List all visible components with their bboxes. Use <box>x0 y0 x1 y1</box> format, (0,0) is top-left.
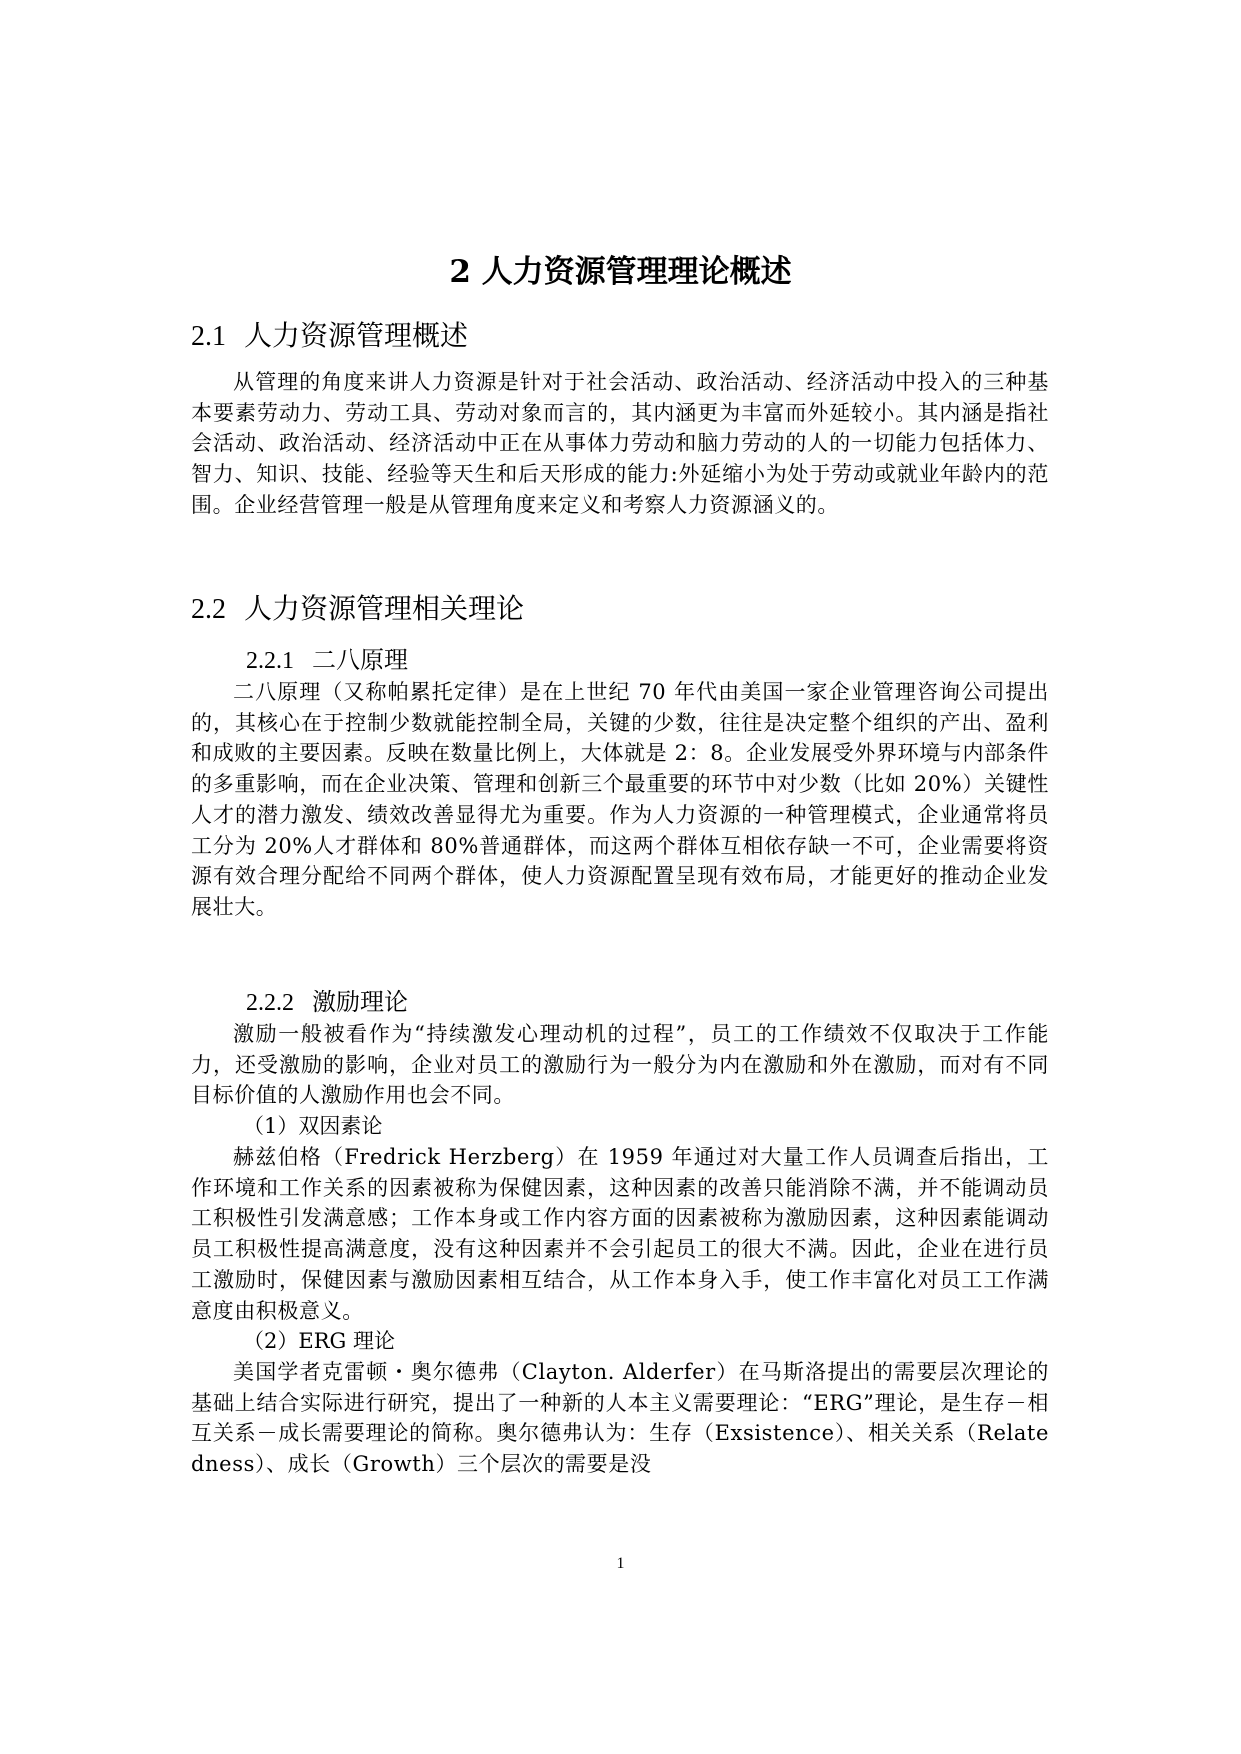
section-2-2-1-paragraph: 二八原理（又称帕累托定律）是在上世纪 70 年代由美国一家企业管理咨询公司提出的，其核心在于控制少数就能控制全局，关键的少数，往往是决定整个组织的产出、盈利和成败的主要因素。反映在数量比例上，大体就是 2：8。企业发展受外界环境与内部条件的多重影响，而在企业决策、管理和创新三个最重要的环节中对少数（比如 20%）关键性人才的潜力激发、绩效改善显得尤为重要。作为人力资源的一种管理模式，企业通常将员工分为 20%人才群体和 80%普通群体，而这两个群体互相依存缺一不可，企业需要将资源有效合理分配给不同两个群体，使人力资源配置呈现有效布局，才能更好的推动企业发展壮大。 <box>191 680 1049 919</box>
section-2-2-2-title: 激励理论 <box>312 988 408 1016</box>
item-1-label: （1）双因素论 <box>243 1114 383 1138</box>
item-2-label: （2）ERG 理论 <box>243 1329 395 1353</box>
section-2-1-number: 2.1 <box>191 321 226 352</box>
section-2-1-title: 人力资源管理概述 <box>244 319 469 352</box>
section-2-2-1-heading <box>246 643 408 678</box>
item-2-paragraph: 美国学者克雷顿・奥尔德弗（Clayton. Alderfer）在马斯洛提出的需要层次理论的基础上结合实际进行研究，提出了一种新的人本主义需要理论：“ERG”理论，是生存－相互关系－成长需要理论的简称。奥尔德弗认为：生存（Exsistence）、相关关系（Relatedness）、成长（Growth）三个层次的需要是没 <box>191 1360 1049 1477</box>
section-2-2-title: 人力资源管理相关理论 <box>244 592 525 625</box>
section-2-2-2-heading <box>246 985 408 1020</box>
section-2-1-paragraph: 从管理的角度来讲人力资源是针对于社会活动、政治活动、经济活动中投入的三种基本要素劳动力、劳动工具、劳动对象而言的，其内涵更为丰富而外延较小。其内涵是指社会活动、政治活动、经济活动中正在从事体力劳动和脑力劳动的人的一切能力包括体力、智力、知识、技能、经验等天生和后天形成的能力:外延缩小为处于劳动或就业年龄内的范围。企业经营管理一般是从管理角度来定义和考察人力资源涵义的。 <box>191 370 1049 517</box>
section-2-2-number: 2.2 <box>191 594 226 625</box>
page-number: 1 <box>616 1555 625 1572</box>
section-2-2-heading <box>191 589 524 630</box>
section-2-2-2-intro: 激励一般被看作为“持续激发心理动机的过程”，员工的工作绩效不仅取决于工作能力，还受激励的影响，企业对员工的激励行为一般分为内在激励和外在激励，而对有不同目标价值的人激励作用也会不同。 <box>191 1022 1049 1108</box>
chapter-title: 2 人力资源管理理论概述 <box>449 254 792 290</box>
section-2-2-1-number: 2.2.1 <box>246 648 294 674</box>
section-2-2-2-number: 2.2.2 <box>246 990 294 1016</box>
section-2-2-1-title: 二八原理 <box>312 646 408 674</box>
item-1-paragraph: 赫兹伯格（Fredrick Herzberg）在 1959 年通过对大量工作人员调查后指出，工作环境和工作关系的因素被称为保健因素，这种因素的改善只能消除不满，并不能调动员工积极性引发满意感；工作本身或工作内容方面的因素被称为激励因素，这种因素能调动员工积极性提高满意度，没有这种因素并不会引起员工的很大不满。因此，企业在进行员工激励时，保健因素与激励因素相互结合，从工作本身入手，使工作丰富化对员工工作满意度由积极意义。 <box>191 1145 1049 1323</box>
section-2-1-heading <box>191 316 468 357</box>
